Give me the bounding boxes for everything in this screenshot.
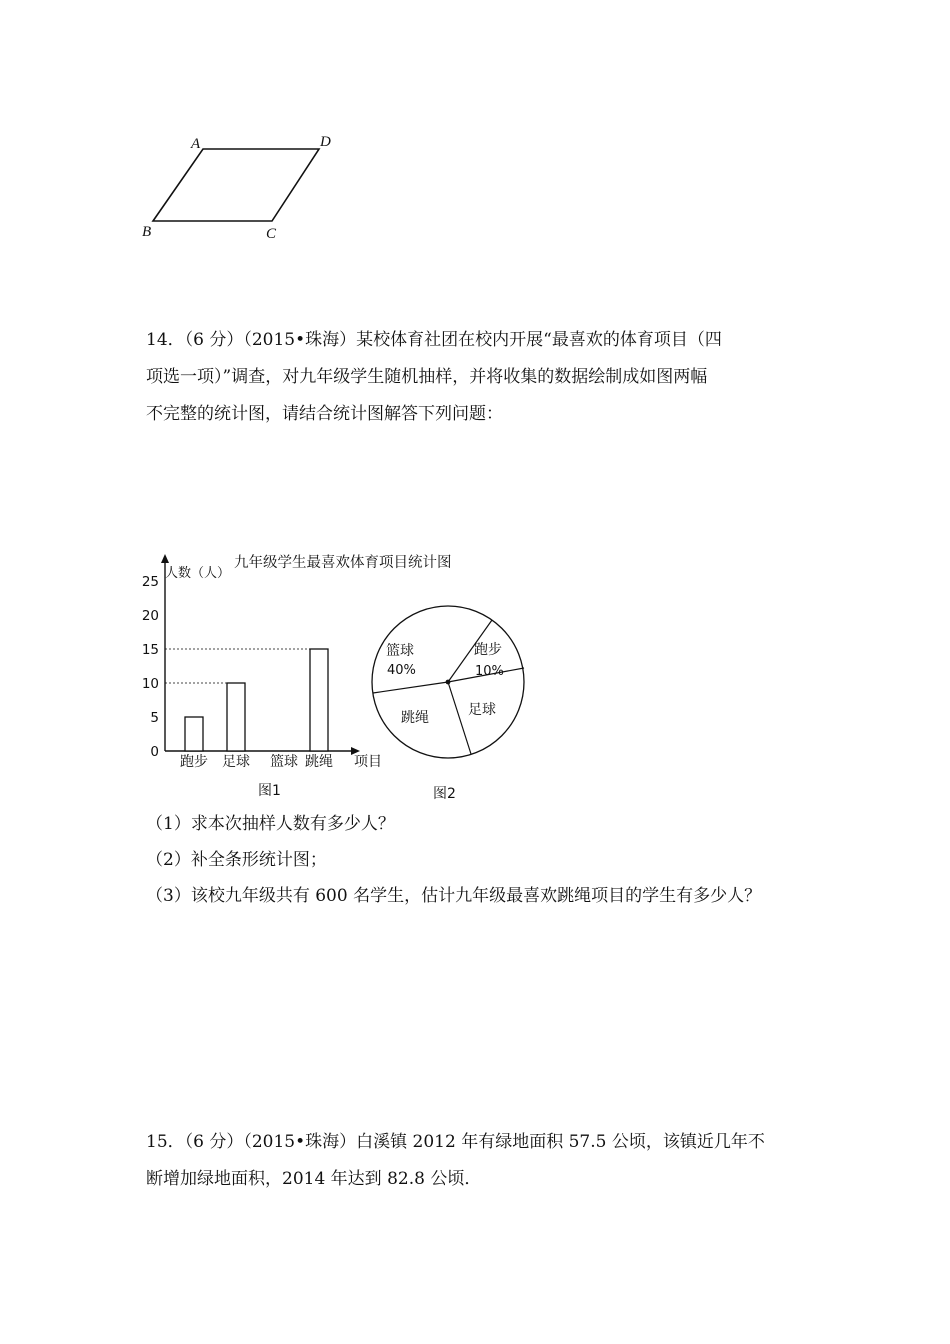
bar-chart-title: 九年级学生最喜欢体育项目统计图	[234, 555, 452, 571]
vertex-label-d: D	[320, 134, 331, 150]
y-axis-label: 人数（人）	[165, 566, 231, 581]
y-tick-label: 0	[150, 744, 159, 760]
bar	[310, 649, 328, 751]
y-tick-label: 5	[150, 710, 159, 726]
pie-label-basketball: 篮球	[386, 643, 414, 659]
subquestion-3: （3）该校九年级共有 600 名学生，估计九年级最喜欢跳绳项目的学生有多少人？	[146, 886, 762, 906]
question-14-line-3: 不完整的统计图，请结合统计图解答下列问题：	[146, 404, 503, 424]
pie-center	[446, 680, 451, 685]
x-category-label: 篮球	[270, 754, 298, 770]
parallelogram-shape	[153, 149, 319, 221]
subquestion-1: （1）求本次抽样人数有多少人？	[146, 814, 395, 834]
vertex-label-c: C	[266, 226, 277, 242]
pie-chart-caption: 图2	[433, 786, 456, 802]
question-14-line-2: 项选一项）”调查，对九年级学生随机抽样，并将收集的数据绘制成如图两幅	[146, 367, 708, 387]
vertex-label-b: B	[142, 224, 152, 240]
question-14-line-1: 14．（6 分）（2015•珠海）某校体育社团在校内开展“最喜欢的体育项目（四	[146, 330, 722, 350]
question-15	[146, 1124, 826, 1198]
pie-divider-basketball-rope	[373, 682, 448, 693]
question-14	[146, 322, 826, 433]
pie-divider-football-rope	[448, 682, 471, 754]
parallelogram-figure	[136, 128, 346, 246]
pie-label-running: 跑步	[474, 642, 502, 658]
vertex-label-a: A	[191, 136, 201, 152]
bar	[185, 717, 203, 751]
y-axis-arrow	[161, 554, 169, 563]
bar-chart-caption: 图1	[258, 783, 281, 799]
x-category-label: 跑步	[180, 754, 208, 770]
question-15-line-1: 15．（6 分）（2015•珠海）白溪镇 2012 年有绿地面积 57.5 公顷，该镇近几年不	[146, 1132, 765, 1152]
pie-label-rope: 跳绳	[401, 710, 429, 726]
x-category-label: 足球	[222, 754, 250, 770]
y-tick-label: 15	[141, 642, 159, 658]
y-tick-label: 10	[141, 676, 159, 692]
y-tick-label: 20	[141, 608, 159, 624]
pie-chart	[360, 598, 540, 808]
pie-percent-basketball: 40%	[387, 663, 416, 678]
subquestion-2: （2）补全条形统计图；	[146, 850, 327, 870]
x-axis-label: 项目	[354, 754, 382, 770]
question-14-subquestions	[146, 806, 761, 914]
pie-percent-running: 10%	[475, 664, 504, 679]
pie-label-football: 足球	[468, 702, 496, 718]
bar	[227, 683, 245, 751]
y-tick-label: 25	[141, 574, 159, 590]
question-15-line-2: 断增加绿地面积，2014 年达到 82.8 公顷．	[146, 1169, 482, 1189]
x-category-label: 跳绳	[305, 754, 333, 770]
